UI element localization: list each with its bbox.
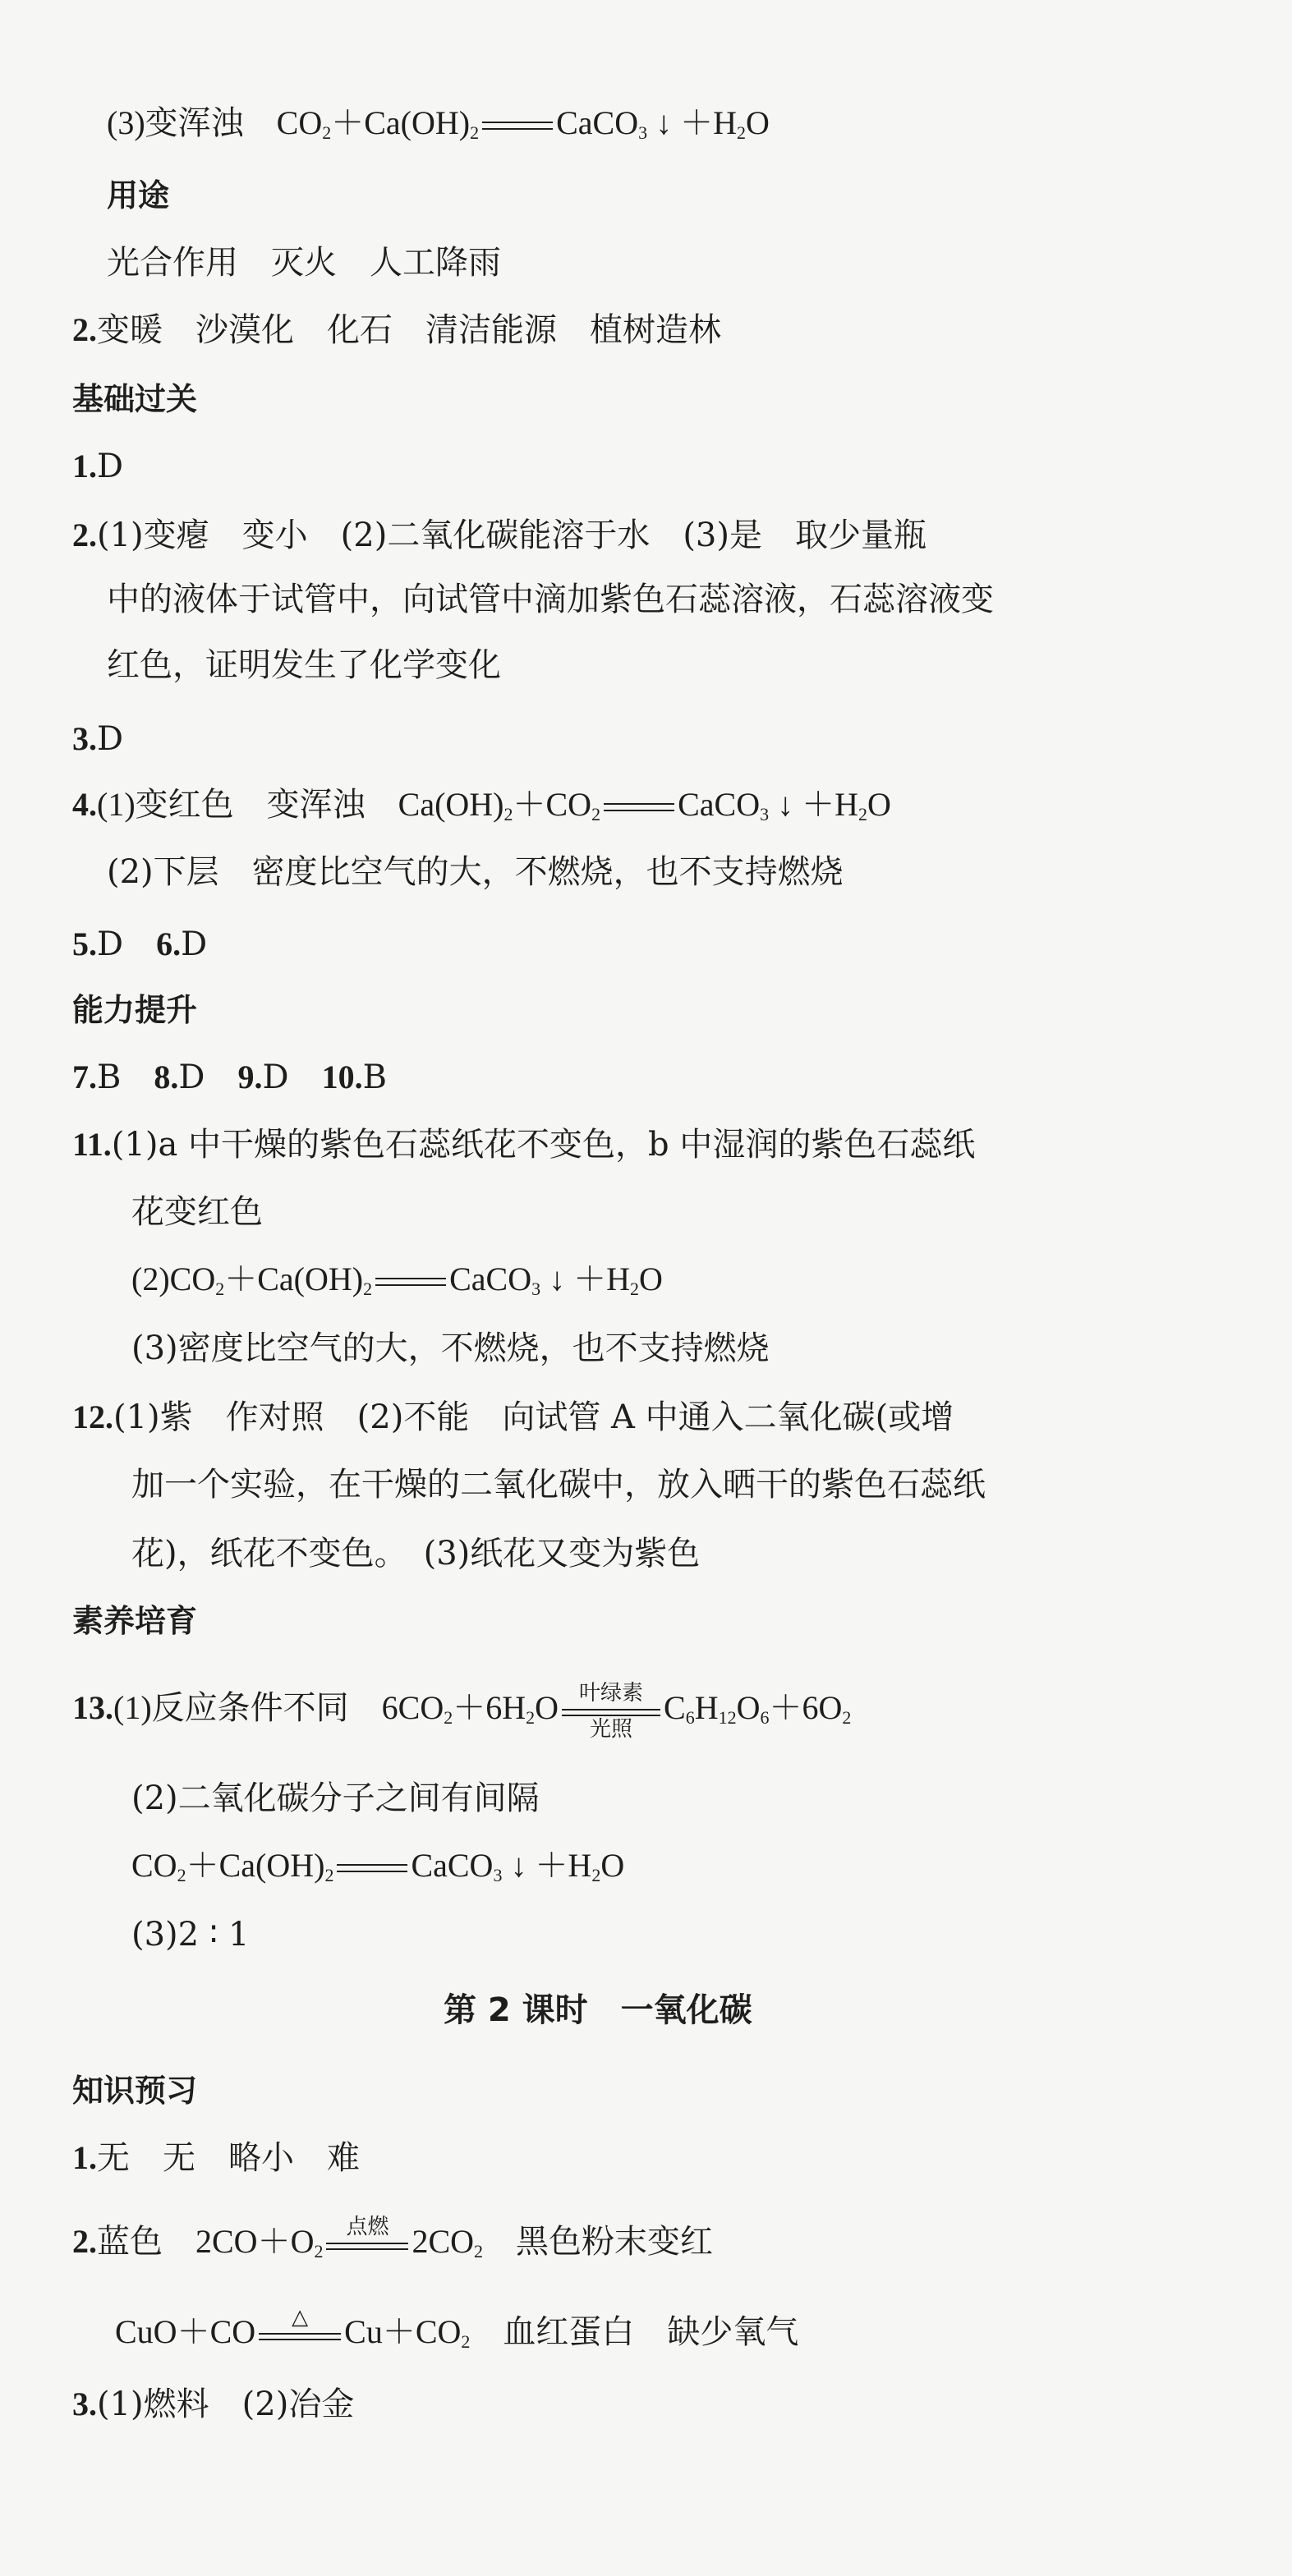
answer-13-cont3: (3)2 ∶ 1 [131, 1916, 250, 1954]
condition-bottom: 光照 [589, 1716, 632, 1741]
answers-5-6 [72, 920, 207, 969]
question-number: 2. [72, 2223, 97, 2260]
subscript: 2 [314, 2241, 324, 2261]
question-number: 4. [72, 786, 97, 823]
answer-2b-cont2: 红色，证明发生了化学变化 [107, 646, 501, 684]
subscript: 6 [760, 1707, 770, 1728]
subscript: 6 [685, 1707, 695, 1728]
answer-3 [72, 714, 123, 764]
question-number: 6. [156, 925, 182, 962]
question-number: 7. [72, 1058, 97, 1095]
answer-text: D [97, 925, 124, 963]
answer-text: D [181, 925, 208, 963]
subscript: 2 [591, 1865, 601, 1885]
text: CaCO [678, 786, 761, 823]
answer-12-cont1: 加一个实验，在干燥的二氧化碳中，放入晒干的紫色石蕊纸 [131, 1466, 986, 1504]
question-number: 11. [72, 1126, 112, 1163]
answer-text: (1)紫 作对照 (2)不能 向试管 A 中通入二氧化碳(或增 [113, 1398, 954, 1436]
use-answers: 光合作用 灭火 人工降雨 [107, 244, 501, 282]
answer-text: (1)a 中干燥的紫色石蕊纸花不变色，b 中湿润的紫色石蕊纸 [111, 1126, 976, 1164]
answers-7-10 [72, 1053, 387, 1102]
answer-text: D [178, 1058, 205, 1096]
answer-text: (1)燃料 (2)冶金 [97, 2385, 355, 2423]
text: 蓝色 2CO＋O [97, 2223, 315, 2260]
answer-text: D [97, 448, 124, 485]
answer-11 [72, 1120, 975, 1169]
answer-text: D [262, 1058, 289, 1096]
text: (1)反应条件不同 6CO [113, 1689, 444, 1726]
text: ↓ ＋H [502, 1847, 592, 1884]
equals-sign [337, 1861, 407, 1877]
equals-bar [562, 1715, 660, 1716]
text: O [600, 1847, 625, 1884]
answer-13-equation [131, 1841, 624, 1900]
equals-sign [604, 800, 674, 816]
subscript: 2 [215, 1279, 225, 1299]
text: H [694, 1689, 719, 1726]
equals-sign [375, 1274, 446, 1291]
question-number: 9. [237, 1058, 263, 1095]
text: O [745, 104, 770, 141]
equals-sign [482, 118, 553, 135]
answer-11-cont3: (3)密度比空气的大，不燃烧，也不支持燃烧 [131, 1329, 770, 1367]
subscript: 2 [858, 804, 867, 824]
subscript: 2 [629, 1279, 639, 1299]
question-number: 2. [72, 311, 97, 348]
text: (1)变红色 变浑浊 Ca(OH) [97, 786, 504, 823]
question-number: 10. [321, 1058, 363, 1095]
text: CaCO [411, 1847, 494, 1884]
text: ↓ ＋H [647, 104, 737, 141]
answer-13 [72, 1680, 852, 1743]
subscript: 2 [461, 2331, 471, 2352]
answer-4-cont: (2)下层 密度比空气的大，不燃烧，也不支持燃烧 [107, 853, 844, 891]
text: Cu＋CO [344, 2313, 462, 2350]
heading-basic: 基础过关 [72, 381, 198, 417]
answer-text: 变暖 沙漠化 化石 清洁能源 植树造林 [97, 311, 721, 349]
answer-text: B [362, 1058, 387, 1096]
preview-answer-1 [72, 2133, 360, 2183]
text: ＋6H [453, 1689, 526, 1726]
text: 黑色粉末变红 [483, 2223, 714, 2260]
question-number: 3. [72, 2385, 97, 2422]
text: CuO＋CO [115, 2313, 256, 2350]
preview-answer-2 [72, 2214, 714, 2276]
text: CO [131, 1847, 177, 1884]
answer-11-cont1: 花变红色 [131, 1193, 263, 1231]
question-number: 2. [72, 517, 97, 553]
text: CaCO [556, 104, 639, 141]
reaction-condition [562, 1680, 660, 1741]
subscript: 2 [503, 804, 513, 824]
subscript: 2 [322, 122, 332, 143]
condition-top: 点燃 [346, 2214, 389, 2239]
answer-1 [72, 442, 123, 491]
answer-13-cont1: (2)二氧化碳分子之间有间隔 [131, 1779, 540, 1817]
subscript: 2 [363, 1279, 373, 1299]
answer-11-equation [131, 1255, 663, 1314]
equals-bar [326, 2243, 408, 2244]
question-number: 1. [72, 448, 97, 484]
text: C [664, 1689, 686, 1726]
subscript: 3 [531, 1279, 541, 1299]
question-number: 8. [154, 1058, 179, 1095]
subscript: 2 [444, 1707, 453, 1728]
subscript: 2 [736, 122, 746, 143]
question-number: 3. [72, 720, 97, 757]
equals-bar [259, 2339, 341, 2340]
text: ＋Ca(OH) [224, 1260, 364, 1297]
text: O [736, 1689, 761, 1726]
preview-answer-3 [72, 2380, 354, 2429]
subscript: 2 [591, 804, 601, 824]
text: (2)CO [131, 1260, 216, 1297]
subscript: 2 [470, 122, 480, 143]
answer-12-cont2: 花)，纸花不变色。 (3)纸花又变为紫色 [131, 1535, 701, 1573]
heading-preview: 知识预习 [72, 2073, 198, 2109]
subscript: 3 [638, 122, 648, 143]
text: 2CO [412, 2223, 475, 2260]
subscript: 2 [324, 1865, 334, 1885]
answer-text: (1)变瘪 变小 (2)二氧化碳能溶于水 (3)是 取少量瓶 [97, 517, 926, 554]
heading-use: 用途 [107, 177, 170, 214]
equals-bar [326, 2248, 408, 2250]
preview-answer-2-cont [115, 2304, 799, 2367]
text: ＋Ca(OH) [186, 1847, 325, 1884]
reaction-condition [259, 2304, 341, 2360]
answer-2b-cont1: 中的液体于试管中，向试管中滴加紫色石蕊溶液，石蕊溶液变 [107, 581, 994, 618]
text: ＋Ca(OH) [331, 104, 471, 141]
text: ＋6O [769, 1689, 843, 1726]
text: (3)变浑浊 CO [107, 104, 323, 141]
subscript: 2 [526, 1707, 536, 1728]
text: ↓ ＋H [769, 786, 858, 823]
answer-text: D [97, 720, 124, 758]
subscript: 2 [177, 1865, 186, 1885]
subscript: 2 [474, 2241, 484, 2261]
equals-bar [562, 1709, 660, 1710]
question-number: 5. [72, 925, 97, 962]
section-title: 第 2 课时 一氧化碳 [444, 1991, 752, 2029]
text: ＋CO [513, 786, 592, 823]
text: 血红蛋白 缺少氧气 [470, 2313, 799, 2350]
answer-4 [72, 780, 891, 839]
text: O [638, 1260, 663, 1297]
line-co2-limewater [107, 99, 770, 158]
text: ↓ ＋H [540, 1260, 630, 1297]
text: O [867, 786, 891, 823]
subscript: 12 [718, 1707, 737, 1728]
condition-top: 叶绿素 [578, 1680, 643, 1705]
heading-ability: 能力提升 [72, 992, 198, 1028]
heading-literacy: 素养培育 [72, 1603, 198, 1639]
answer-2 [72, 305, 721, 355]
subscript: 3 [760, 804, 770, 824]
answer-2b [72, 511, 926, 560]
reaction-condition [326, 2214, 408, 2270]
question-number: 1. [72, 2139, 97, 2176]
answer-text: B [97, 1058, 122, 1096]
subscript: 3 [493, 1865, 503, 1885]
answer-text: 无 无 略小 难 [97, 2139, 360, 2177]
subscript: 2 [842, 1707, 852, 1728]
question-number: 13. [72, 1689, 113, 1726]
question-number: 12. [72, 1398, 113, 1435]
answer-12 [72, 1393, 954, 1442]
text: CaCO [449, 1260, 532, 1297]
equals-bar [259, 2333, 341, 2335]
condition-top: △ [292, 2304, 309, 2329]
text: O [535, 1689, 559, 1726]
